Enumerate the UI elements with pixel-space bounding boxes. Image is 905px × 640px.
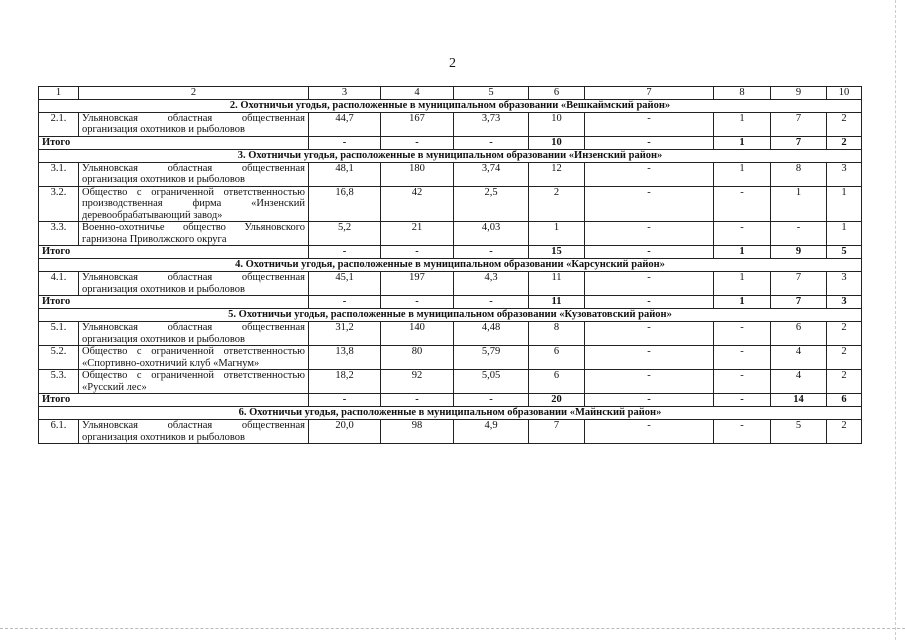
row-number: 5.2. <box>39 346 79 370</box>
value-cell: 4,3 <box>454 272 529 296</box>
total-row <box>39 136 862 149</box>
value-cell: 2 <box>529 186 585 222</box>
value-cell: 140 <box>381 322 454 346</box>
value-cell: 20,0 <box>309 420 381 444</box>
value-cell: 5,2 <box>309 222 381 246</box>
total-value: 15 <box>529 246 585 259</box>
value-cell: 1 <box>771 186 827 222</box>
value-cell: 1 <box>714 272 771 296</box>
total-value: 20 <box>529 394 585 407</box>
value-cell: 80 <box>381 346 454 370</box>
organization-name: Ульяновская областная общественная организация охотников и рыболовов <box>79 112 309 136</box>
value-cell: 45,1 <box>309 272 381 296</box>
organization-name: Военно-охотничье общество Ульяновского гарнизона Приволжского округа <box>79 222 309 246</box>
row-number: 3.1. <box>39 162 79 186</box>
value-cell: 2 <box>827 322 862 346</box>
value-cell: 167 <box>381 112 454 136</box>
total-value: - <box>585 136 714 149</box>
row-number: 2.1. <box>39 112 79 136</box>
value-cell: - <box>714 346 771 370</box>
section-title: 2. Охотничьи угодья, расположенные в муниципальном образовании «Вешкаймский район» <box>39 99 862 112</box>
value-cell: 4 <box>771 370 827 394</box>
organization-name: Ульяновская областная общественная организация охотников и рыболовов <box>79 322 309 346</box>
total-value: - <box>381 394 454 407</box>
total-value: - <box>309 296 381 309</box>
total-value: - <box>381 246 454 259</box>
value-cell: 2 <box>827 112 862 136</box>
organization-name: Ульяновская областная общественная организация охотников и рыболовов <box>79 162 309 186</box>
table-row <box>39 186 862 222</box>
value-cell: 11 <box>529 272 585 296</box>
total-value: - <box>454 394 529 407</box>
value-cell: 6 <box>771 322 827 346</box>
section-title: 3. Охотничьи угодья, расположенные в муниципальном образовании «Инзенский район» <box>39 149 862 162</box>
row-number: 3.2. <box>39 186 79 222</box>
value-cell: 1 <box>714 112 771 136</box>
value-cell: 3 <box>827 162 862 186</box>
value-cell: - <box>585 222 714 246</box>
value-cell: - <box>714 322 771 346</box>
value-cell: - <box>771 222 827 246</box>
value-cell: 2,5 <box>454 186 529 222</box>
total-value: 2 <box>827 136 862 149</box>
total-label: Итого <box>39 296 309 309</box>
value-cell: 8 <box>771 162 827 186</box>
value-cell: 2 <box>827 420 862 444</box>
total-label: Итого <box>39 246 309 259</box>
value-cell: 8 <box>529 322 585 346</box>
total-value: - <box>585 394 714 407</box>
column-number: 6 <box>529 87 585 100</box>
total-value: 1 <box>714 296 771 309</box>
section-header-row <box>39 407 862 420</box>
table-row <box>39 420 862 444</box>
value-cell: 6 <box>529 370 585 394</box>
total-value: - <box>585 296 714 309</box>
value-cell: - <box>585 322 714 346</box>
section-header-row <box>39 149 862 162</box>
total-value: - <box>454 136 529 149</box>
section-title: 4. Охотничьи угодья, расположенные в муниципальном образовании «Карсунский район» <box>39 259 862 272</box>
scan-edge-line <box>895 0 897 640</box>
section-title: 5. Охотничьи угодья, расположенные в муниципальном образовании «Кузоватовский район» <box>39 309 862 322</box>
table-row <box>39 322 862 346</box>
value-cell: 98 <box>381 420 454 444</box>
total-value: 10 <box>529 136 585 149</box>
value-cell: 7 <box>529 420 585 444</box>
table-row <box>39 222 862 246</box>
column-number: 1 <box>39 87 79 100</box>
value-cell: 5,79 <box>454 346 529 370</box>
organization-name: Общество с ограниченной ответственностью «Русский лес» <box>79 370 309 394</box>
value-cell: - <box>585 346 714 370</box>
column-number-row <box>39 87 862 100</box>
value-cell: 18,2 <box>309 370 381 394</box>
column-number: 9 <box>771 87 827 100</box>
total-value: 1 <box>714 136 771 149</box>
value-cell: 1 <box>529 222 585 246</box>
value-cell: 21 <box>381 222 454 246</box>
value-cell: 7 <box>771 272 827 296</box>
section-header-row <box>39 99 862 112</box>
page-number: 2 <box>449 56 456 71</box>
total-label: Итого <box>39 136 309 149</box>
value-cell: 1 <box>827 186 862 222</box>
row-number: 5.3. <box>39 370 79 394</box>
row-number: 4.1. <box>39 272 79 296</box>
table-row <box>39 346 862 370</box>
total-value: 9 <box>771 246 827 259</box>
total-row <box>39 246 862 259</box>
total-value: - <box>585 246 714 259</box>
table-row <box>39 272 862 296</box>
column-number: 8 <box>714 87 771 100</box>
value-cell: - <box>585 162 714 186</box>
total-value: - <box>454 246 529 259</box>
value-cell: 5 <box>771 420 827 444</box>
total-value: 7 <box>771 296 827 309</box>
value-cell: 44,7 <box>309 112 381 136</box>
total-value: - <box>309 394 381 407</box>
value-cell: 1 <box>827 222 862 246</box>
total-value: 11 <box>529 296 585 309</box>
value-cell: - <box>714 186 771 222</box>
value-cell: - <box>585 370 714 394</box>
hunting-grounds-table <box>38 86 862 444</box>
value-cell: - <box>714 222 771 246</box>
total-value: 14 <box>771 394 827 407</box>
value-cell: 6 <box>529 346 585 370</box>
value-cell: 31,2 <box>309 322 381 346</box>
column-number: 7 <box>585 87 714 100</box>
value-cell: 4 <box>771 346 827 370</box>
value-cell: 48,1 <box>309 162 381 186</box>
column-number: 2 <box>79 87 309 100</box>
total-row <box>39 296 862 309</box>
value-cell: - <box>585 112 714 136</box>
table-row <box>39 370 862 394</box>
value-cell: 3,73 <box>454 112 529 136</box>
total-value: 1 <box>714 246 771 259</box>
column-number: 10 <box>827 87 862 100</box>
value-cell: 42 <box>381 186 454 222</box>
total-value: 5 <box>827 246 862 259</box>
value-cell: 92 <box>381 370 454 394</box>
organization-name: Ульяновская областная общественная организация охотников и рыболовов <box>79 420 309 444</box>
section-header-row <box>39 309 862 322</box>
value-cell: 4,9 <box>454 420 529 444</box>
row-number: 5.1. <box>39 322 79 346</box>
total-value: - <box>381 136 454 149</box>
total-value: 6 <box>827 394 862 407</box>
total-value: - <box>309 136 381 149</box>
table-row <box>39 162 862 186</box>
table-body <box>39 87 862 444</box>
value-cell: 10 <box>529 112 585 136</box>
section-title: 6. Охотничьи угодья, расположенные в муниципальном образовании «Майнский район» <box>39 407 862 420</box>
column-number: 3 <box>309 87 381 100</box>
column-number: 5 <box>454 87 529 100</box>
section-header-row <box>39 259 862 272</box>
value-cell: 1 <box>714 162 771 186</box>
total-value: - <box>454 296 529 309</box>
value-cell: 3 <box>827 272 862 296</box>
organization-name: Ульяновская областная общественная организация охотников и рыболовов <box>79 272 309 296</box>
table-row <box>39 112 862 136</box>
value-cell: 16,8 <box>309 186 381 222</box>
row-number: 3.3. <box>39 222 79 246</box>
value-cell: 2 <box>827 370 862 394</box>
total-label: Итого <box>39 394 309 407</box>
value-cell: - <box>585 272 714 296</box>
total-row <box>39 394 862 407</box>
organization-name: Общество с ограниченной ответственностью производственная фирма «Инзенский деревообрабатывающий завод» <box>79 186 309 222</box>
total-value: - <box>309 246 381 259</box>
total-value: 7 <box>771 136 827 149</box>
organization-name: Общество с ограниченной ответственностью «Спортивно-охотничий клуб «Магнум» <box>79 346 309 370</box>
value-cell: - <box>714 420 771 444</box>
value-cell: 180 <box>381 162 454 186</box>
total-value: - <box>714 394 771 407</box>
row-number: 6.1. <box>39 420 79 444</box>
value-cell: 2 <box>827 346 862 370</box>
column-number: 4 <box>381 87 454 100</box>
total-value: 3 <box>827 296 862 309</box>
value-cell: 12 <box>529 162 585 186</box>
value-cell: 13,8 <box>309 346 381 370</box>
scan-edge-line <box>0 628 905 630</box>
value-cell: 7 <box>771 112 827 136</box>
total-value: - <box>381 296 454 309</box>
value-cell: - <box>585 186 714 222</box>
value-cell: 197 <box>381 272 454 296</box>
value-cell: 4,48 <box>454 322 529 346</box>
value-cell: 3,74 <box>454 162 529 186</box>
value-cell: - <box>714 370 771 394</box>
value-cell: 5,05 <box>454 370 529 394</box>
value-cell: 4,03 <box>454 222 529 246</box>
value-cell: - <box>585 420 714 444</box>
